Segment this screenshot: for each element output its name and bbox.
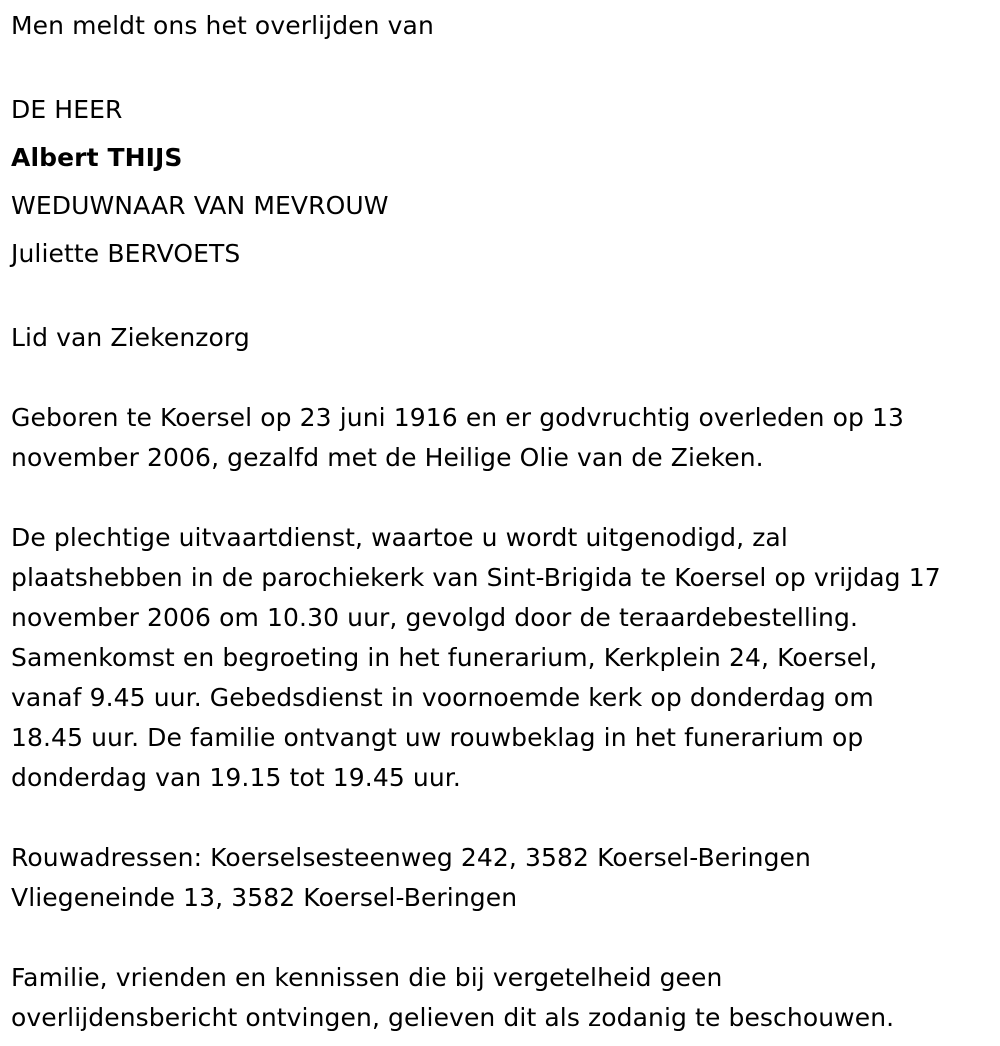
paragraph-line: Rouwadressen: Koerselsesteenweg 242, 3582 Koersel-Beringen bbox=[11, 843, 811, 872]
addresses-paragraph bbox=[11, 838, 996, 918]
paragraph-line: Samenkomst en begroeting in het funerarium, Kerkplein 24, Koersel, bbox=[11, 643, 878, 672]
paragraph-line: Familie, vrienden en kennissen die bij vergetelheid geen bbox=[11, 963, 723, 992]
paragraph-line: november 2006 om 10.30 uur, gevolgd door de teraardebestelling. bbox=[11, 603, 858, 632]
paragraph-line: Vliegeneinde 13, 3582 Koersel-Beringen bbox=[11, 883, 518, 912]
spacer bbox=[11, 478, 996, 518]
death-notice bbox=[11, 6, 996, 1038]
intro-text: Men meldt ons het overlijden van bbox=[11, 11, 434, 40]
birth-death-paragraph bbox=[11, 398, 996, 478]
paragraph-line: overlijdensbericht ontvingen, gelieven dit als zodanig te beschouwen. bbox=[11, 1003, 895, 1032]
deceased-name: Albert THIJS bbox=[11, 143, 183, 172]
paragraph-line: plaatshebben in de parochiekerk van Sint-Brigida te Koersel op vrijdag 17 bbox=[11, 563, 941, 592]
paragraph-line: donderdag van 19.15 tot 19.45 uur. bbox=[11, 763, 461, 792]
paragraph-line: Geboren te Koersel op 23 juni 1916 en er godvruchtig overleden op 13 bbox=[11, 403, 905, 432]
paragraph-line: De plechtige uitvaartdienst, waartoe u wordt uitgenodigd, zal bbox=[11, 523, 788, 552]
spacer bbox=[11, 46, 996, 86]
spacer bbox=[11, 798, 996, 838]
spacer bbox=[11, 358, 996, 398]
paragraph-line: vanaf 9.45 uur. Gebedsdienst in voornoemde kerk op donderdag om bbox=[11, 683, 874, 712]
title-line: DE HEER bbox=[11, 95, 123, 124]
closing-paragraph bbox=[11, 958, 996, 1038]
spacer bbox=[11, 918, 996, 958]
funeral-paragraph bbox=[11, 518, 996, 798]
paragraph-line: 18.45 uur. De familie ontvangt uw rouwbeklag in het funerarium op bbox=[11, 723, 864, 752]
paragraph-line: november 2006, gezalfd met de Heilige Olie van de Zieken. bbox=[11, 443, 764, 472]
spacer bbox=[11, 278, 996, 318]
widower-line: WEDUWNAAR VAN MEVROUW bbox=[11, 191, 389, 220]
spouse-name: Juliette BERVOETS bbox=[11, 239, 241, 268]
membership-text: Lid van Ziekenzorg bbox=[11, 323, 250, 352]
